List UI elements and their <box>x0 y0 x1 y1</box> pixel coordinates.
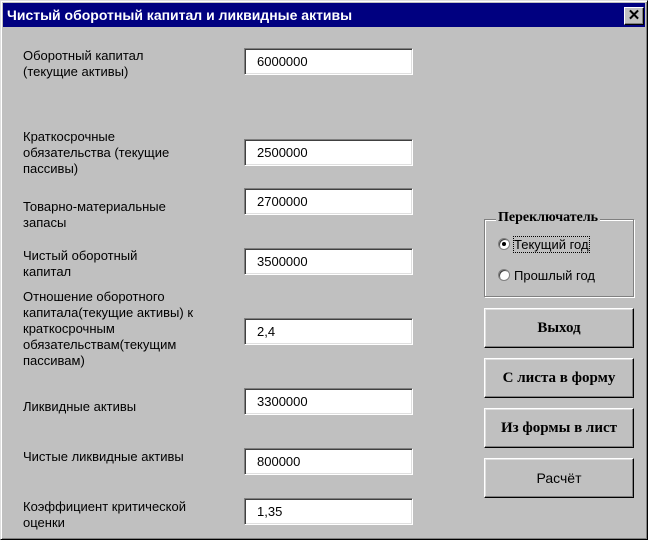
sheet-to-form-button[interactable]: С листа в форму <box>484 358 634 398</box>
radio-dot-icon <box>502 242 506 246</box>
label-net-liquid-assets: Чистые ликвидные активы <box>23 449 184 464</box>
switch-groupbox <box>484 219 634 297</box>
form-to-sheet-button[interactable]: Из формы в лист <box>484 408 634 448</box>
label-current-liabilities: Краткосрочные обязательства (текущие пассивы) <box>23 129 170 176</box>
current-assets-input[interactable] <box>244 48 413 75</box>
radio-previous-year[interactable] <box>498 266 595 284</box>
switch-group-title: Переключатель <box>498 210 599 225</box>
label-liquid-assets: Ликвидные активы <box>23 399 137 414</box>
radio-current-year-label: Текущий год <box>514 236 589 252</box>
liquid-assets-input[interactable] <box>244 388 413 415</box>
current-ratio-input[interactable] <box>244 318 413 345</box>
title-bar <box>3 3 645 27</box>
radio-previous-year-label: Прошлый год <box>514 267 596 283</box>
current-liabilities-input[interactable] <box>244 139 413 166</box>
net-working-capital-input[interactable] <box>244 248 413 275</box>
radio-unselected-icon <box>498 269 510 281</box>
label-current-assets: Оборотный капитал (текущие активы) <box>23 48 144 79</box>
exit-button[interactable]: Выход <box>484 308 634 348</box>
net-liquid-assets-input[interactable] <box>244 448 413 475</box>
inventories-input[interactable] <box>244 188 413 215</box>
label-current-ratio: Отношение оборотного капитала(текущие активы) к краткосрочным обязательствам(текущим пассивам) <box>23 289 194 368</box>
calculate-button[interactable]: Расчёт <box>484 458 634 498</box>
label-net-working-capital: Чистый оборотный капитал <box>23 248 138 279</box>
window-title: Чистый оборотный капитал и ликвидные активы <box>7 7 353 23</box>
radio-current-year[interactable] <box>498 235 589 253</box>
label-quick-ratio: Коэффициент критической оценки <box>23 499 186 530</box>
radio-selected-icon <box>498 238 510 250</box>
close-button[interactable]: ✕ <box>624 7 644 25</box>
quick-ratio-input[interactable] <box>244 498 413 525</box>
label-inventories: Товарно-материальные запасы <box>23 199 166 230</box>
